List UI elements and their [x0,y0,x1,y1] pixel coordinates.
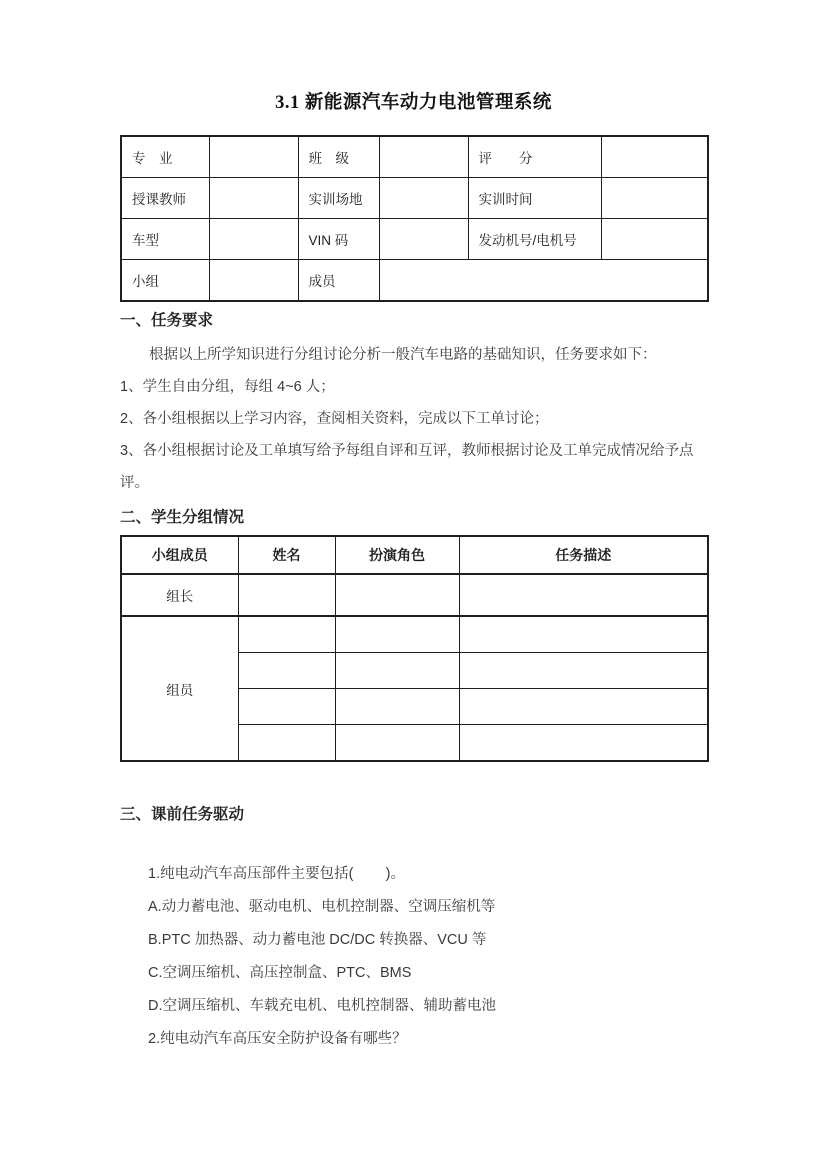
members-label: 成员 [298,260,379,302]
quiz-question-1: 1.纯电动汽车高压部件主要包括( )。 [148,866,405,882]
quiz-option-a: A.动力蓄电池、驱动电机、电机控制器、空调压缩机等 [148,899,496,915]
header-info-table [120,135,709,302]
time-value-cell[interactable] [601,178,708,219]
info-row-4 [121,260,708,302]
teacher-value-cell[interactable] [209,178,298,219]
teacher-label: 授课教师 [121,178,209,219]
major-label: 专 业 [121,136,209,178]
leader-task-cell[interactable] [459,574,708,616]
member-3-task-cell[interactable] [459,689,708,725]
venue-value-cell[interactable] [379,178,468,219]
model-value-cell[interactable] [209,219,298,260]
leader-name-cell[interactable] [238,574,335,616]
col-header-name: 姓名 [238,536,335,574]
section3-heading: 三、课前任务驱动 [120,806,245,823]
quiz-option-d: D.空调压缩机、车载充电机、电机控制器、辅助蓄电池 [148,998,496,1014]
score-value-cell[interactable] [601,136,708,178]
member-2-role-cell[interactable] [335,653,459,689]
member-4-task-cell[interactable] [459,725,708,762]
info-row-3 [121,219,708,260]
info-row-1 [121,136,708,178]
section1-intro: 根据以上所学知识进行分组讨论分析一般汽车电路的基础知识，任务要求如下： [149,347,657,363]
info-row-2 [121,178,708,219]
class-value-cell[interactable] [379,136,468,178]
col-header-group-member: 小组成员 [121,536,238,574]
vin-label: VIN 码 [298,219,379,260]
section1-item-2: 2、各小组根据以上学习内容，查阅相关资料，完成以下工单讨论； [120,411,549,427]
pre-class-quiz [120,858,707,1056]
leader-row [121,574,708,616]
member-3-name-cell[interactable] [238,689,335,725]
member-1-task-cell[interactable] [459,616,708,653]
member-1-role-cell[interactable] [335,616,459,653]
group-table [120,535,709,762]
engine-value-cell[interactable] [601,219,708,260]
col-header-role: 扮演角色 [335,536,459,574]
document-page [120,0,707,1056]
quiz-option-c: C.空调压缩机、高压控制盒、PTC、BMS [148,965,412,981]
page-title: 3.1 新能源汽车动力电池管理系统 [275,93,552,113]
member-4-name-cell[interactable] [238,725,335,762]
group-label: 小组 [121,260,209,302]
leader-role-cell[interactable] [335,574,459,616]
group-table-header-row [121,536,708,574]
member-row-1 [121,616,708,653]
section2-heading: 二、学生分组情况 [120,509,245,526]
venue-label: 实训场地 [298,178,379,219]
member-4-role-cell[interactable] [335,725,459,762]
model-label: 车型 [121,219,209,260]
section1-item-1: 1、学生自由分组，每组 4~6 人； [120,379,335,395]
section1-item-3: 3、各小组根据讨论及工单填写给予每组自评和互评，教师根据讨论及工单完成情况给予点评。 [120,443,694,491]
member-1-name-cell[interactable] [238,616,335,653]
score-label: 评 分 [468,136,601,178]
member-2-name-cell[interactable] [238,653,335,689]
member-label: 组员 [121,616,238,761]
time-label: 实训时间 [468,178,601,219]
major-value-cell[interactable] [209,136,298,178]
group-value-cell[interactable] [209,260,298,302]
member-2-task-cell[interactable] [459,653,708,689]
member-3-role-cell[interactable] [335,689,459,725]
quiz-question-2: 2.纯电动汽车高压安全防护设备有哪些？ [148,1031,407,1047]
col-header-task: 任务描述 [459,536,708,574]
quiz-option-b: B.PTC 加热器、动力蓄电池 DC/DC 转换器、VCU 等 [148,932,487,948]
engine-label: 发动机号/电机号 [468,219,601,260]
section1-heading: 一、任务要求 [120,312,214,329]
class-label: 班 级 [298,136,379,178]
leader-label: 组长 [121,574,238,616]
members-value-cell[interactable] [379,260,708,302]
vin-value-cell[interactable] [379,219,468,260]
